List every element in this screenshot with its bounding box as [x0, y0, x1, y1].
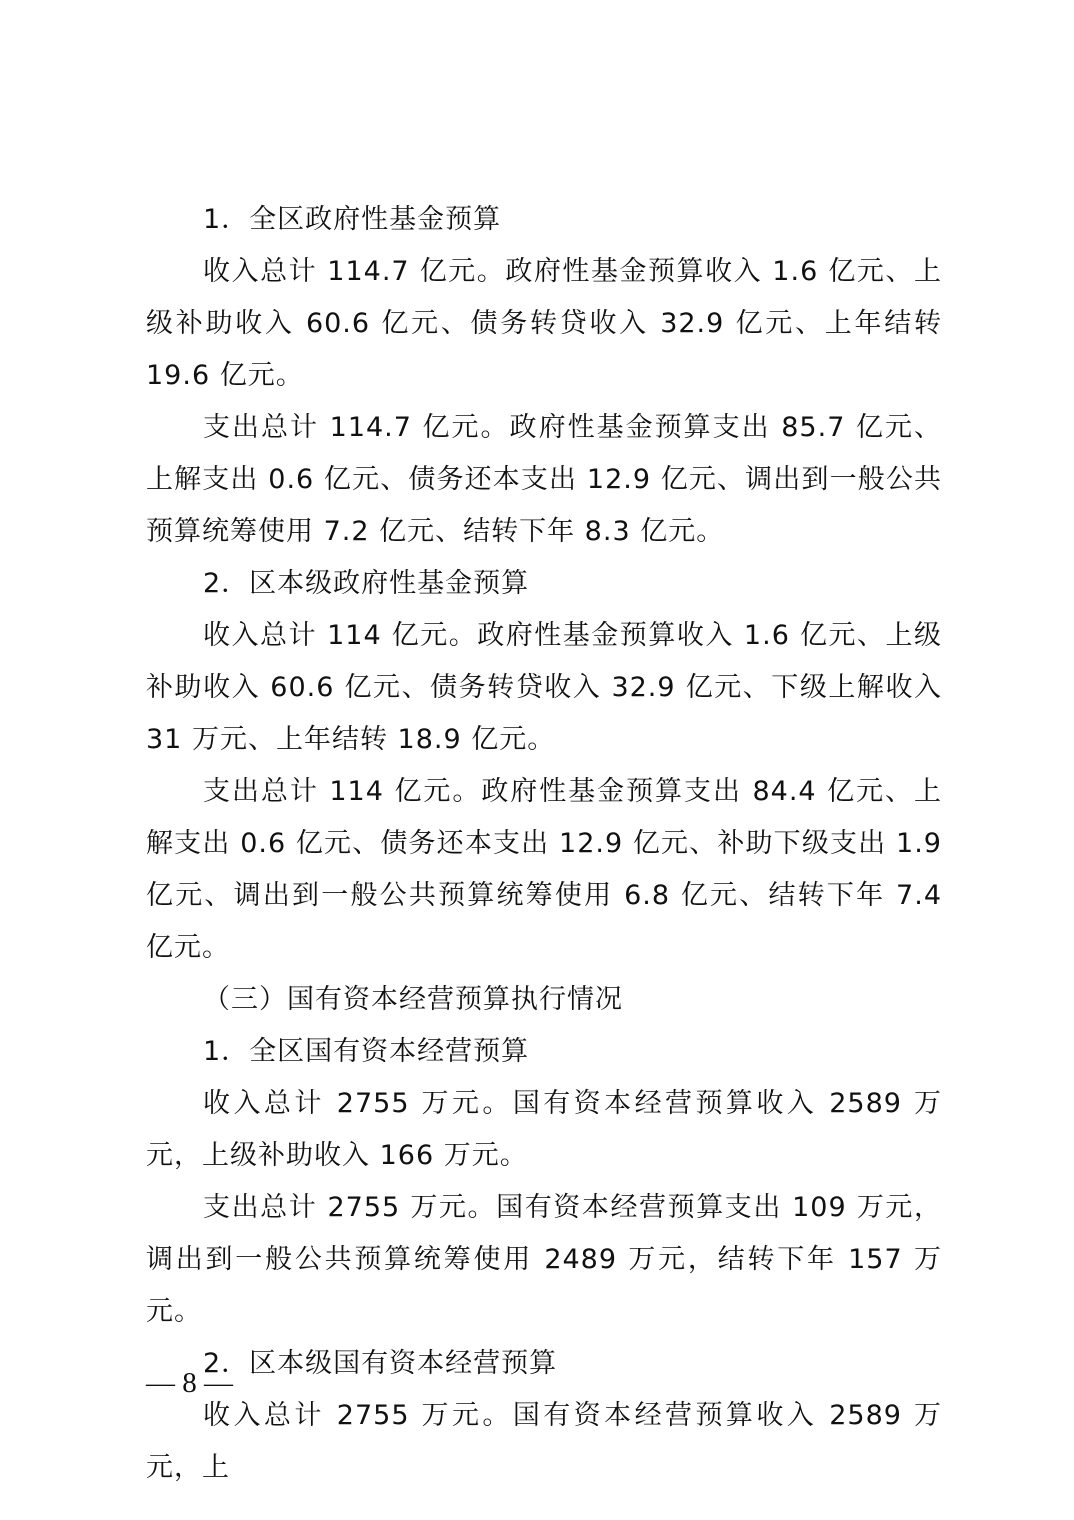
section-heading: 1．全区国有资本经营预算	[203, 1036, 530, 1067]
page-number: — 8 —	[146, 1367, 233, 1399]
section-heading: 1．全区政府性基金预算	[203, 204, 502, 235]
section-heading: 2．区本级政府性基金预算	[203, 568, 530, 599]
body-paragraph: 收入总计 2755 万元。国有资本经营预算收入 2589 万元，上级补助收入 166 万元。	[146, 1088, 942, 1171]
body-paragraph: 支出总计 114 亿元。政府性基金预算支出 84.4 亿元、上解支出 0.6 亿元、债务还本支出 12.9 亿元、补助下级支出 1.9 亿元、调出到一般公共预算统筹使用 6.8 亿元、结转下年 7.4 亿元。	[146, 776, 942, 963]
body-paragraph: 收入总计 114 亿元。政府性基金预算收入 1.6 亿元、上级补助收入 60.6 亿元、债务转贷收入 32.9 亿元、下级上解收入 31 万元、上年结转 18.9 亿元。	[146, 620, 942, 755]
section-heading: （三）国有资本经营预算执行情况	[203, 984, 623, 1015]
body-paragraph: 收入总计 114.7 亿元。政府性基金预算收入 1.6 亿元、上级补助收入 60.6 亿元、债务转贷收入 32.9 亿元、上年结转 19.6 亿元。	[146, 256, 942, 391]
body-paragraph: 支出总计 2755 万元。国有资本经营预算支出 109 万元，调出到一般公共预算统筹使用 2489 万元，结转下年 157 万元。	[146, 1192, 942, 1327]
body-paragraph: 收入总计 2755 万元。国有资本经营预算收入 2589 万元，上	[146, 1400, 942, 1483]
body-paragraph: 支出总计 114.7 亿元。政府性基金预算支出 85.7 亿元、上解支出 0.6 亿元、债务还本支出 12.9 亿元、调出到一般公共预算统筹使用 7.2 亿元、结转下年 8.3 亿元。	[146, 412, 942, 547]
document-body	[146, 194, 942, 1494]
section-heading: 2．区本级国有资本经营预算	[203, 1348, 558, 1379]
